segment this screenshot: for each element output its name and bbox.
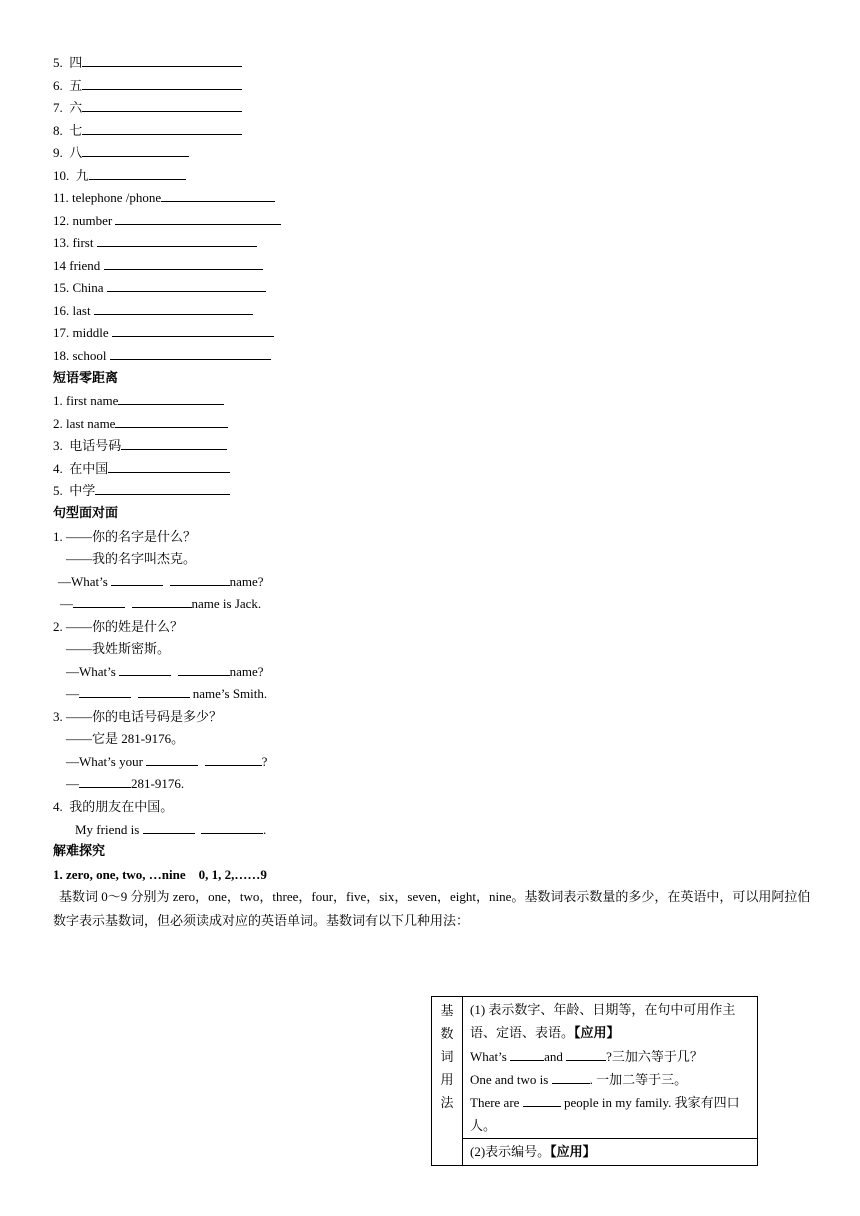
vocab-item: 15. China bbox=[53, 277, 266, 299]
table-row bbox=[432, 1139, 758, 1166]
subheading: 1. zero, one, two, …nine 0, 1, 2,……9 bbox=[53, 867, 267, 882]
answer-blank[interactable] bbox=[566, 1046, 606, 1061]
section-heading: 短语零距离 bbox=[53, 371, 119, 386]
answer-blank[interactable] bbox=[79, 683, 131, 698]
answer-blank[interactable] bbox=[111, 571, 163, 586]
answer-blank[interactable] bbox=[115, 210, 281, 225]
question-prompt: 3. ——你的电话号码是多少？ bbox=[53, 709, 223, 724]
section-heading: 解难探究 bbox=[53, 844, 106, 859]
answer-blank[interactable] bbox=[510, 1046, 544, 1061]
side-label: 基 数 词 用 法 bbox=[432, 997, 463, 1166]
fill-line: — name is Jack. bbox=[60, 593, 261, 615]
phrase-item: 2. last name bbox=[53, 413, 228, 435]
question-prompt: 1. ——你的名字是什么？ bbox=[53, 529, 197, 544]
answer-blank[interactable] bbox=[552, 1069, 590, 1084]
answer-blank[interactable] bbox=[104, 255, 263, 270]
answer-blank[interactable] bbox=[523, 1092, 561, 1107]
fill-line: — name’s Smith. bbox=[66, 683, 267, 705]
vocab-item: 11. telephone /phone bbox=[53, 187, 275, 209]
explanation-paragraph: 基数词 0～9 分别为 zero，one，two，three，four，five，six，seven，eight，nine。基数词表示数量的多少，在英语中，可以用阿拉伯数字表示基数词，但必须读成对应的英语单词。基数词有以下几种用法： bbox=[53, 889, 811, 928]
fill-line: —What’s your ? bbox=[66, 751, 267, 773]
fill-line: —What’s name? bbox=[66, 661, 264, 683]
usage-description: (1) 表示数字、年龄、日期等，在句中可用作主语、定语、表语。【应用】 bbox=[470, 1002, 736, 1041]
answer-blank[interactable] bbox=[121, 435, 227, 450]
usage-cell bbox=[463, 997, 758, 1139]
phrase-item: 3. 电话号码 bbox=[53, 435, 227, 457]
example-line: There are people in my family. 我家有四口人。 bbox=[470, 1091, 750, 1137]
answer-blank[interactable] bbox=[89, 165, 186, 180]
vocab-item: 18. school bbox=[53, 345, 271, 367]
phrase-item: 1. first name bbox=[53, 390, 224, 412]
answer-blank[interactable] bbox=[95, 480, 230, 495]
question-prompt: 4. 我的朋友在中国。 bbox=[53, 799, 174, 814]
phrase-item: 5. 中学 bbox=[53, 480, 230, 502]
answer-blank[interactable] bbox=[143, 819, 195, 834]
answer-blank[interactable] bbox=[82, 120, 242, 135]
answer-blank[interactable] bbox=[79, 773, 131, 788]
vocab-item: 17. middle bbox=[53, 322, 274, 344]
vocab-item: 16. last bbox=[53, 300, 253, 322]
answer-blank[interactable] bbox=[201, 819, 263, 834]
answer-blank[interactable] bbox=[94, 300, 253, 315]
answer-blank[interactable] bbox=[119, 661, 171, 676]
answer-blank[interactable] bbox=[178, 661, 230, 676]
answer-blank[interactable] bbox=[73, 593, 125, 608]
answer-blank[interactable] bbox=[82, 142, 189, 157]
answer-blank[interactable] bbox=[118, 390, 224, 405]
question-prompt: 2. ——你的姓是什么？ bbox=[53, 619, 184, 634]
usage-cell bbox=[463, 1139, 758, 1166]
apply-tag: 【应用】 bbox=[550, 1145, 596, 1160]
answer-blank[interactable] bbox=[205, 751, 262, 766]
fill-line: My friend is . bbox=[75, 819, 266, 841]
vocab-item: 6. 五 bbox=[53, 75, 242, 97]
vocab-item: 10. 九 bbox=[53, 165, 186, 187]
vocab-item: 8. 七 bbox=[53, 120, 242, 142]
question-answer: ——我的名字叫杰克。 bbox=[66, 551, 197, 566]
answer-blank[interactable] bbox=[108, 458, 230, 473]
answer-blank[interactable] bbox=[138, 683, 190, 698]
answer-blank[interactable] bbox=[82, 75, 242, 90]
fill-line: — 281-9176. bbox=[66, 773, 184, 795]
answer-blank[interactable] bbox=[132, 593, 192, 608]
apply-tag: 【应用】 bbox=[574, 1026, 620, 1041]
vocab-item: 14 friend bbox=[53, 255, 263, 277]
answer-blank[interactable] bbox=[107, 277, 266, 292]
answer-blank[interactable] bbox=[110, 345, 271, 360]
answer-blank[interactable] bbox=[112, 322, 274, 337]
vocab-item: 5. 四 bbox=[53, 52, 242, 74]
vocab-item: 13. first bbox=[53, 232, 257, 254]
answer-blank[interactable] bbox=[115, 413, 228, 428]
usage-description: (2)表示编号。【应用】 bbox=[470, 1144, 596, 1160]
answer-blank[interactable] bbox=[97, 232, 257, 247]
answer-blank[interactable] bbox=[82, 52, 242, 67]
phrase-item: 4. 在中国 bbox=[53, 458, 230, 480]
example-line: What’s and ?三加六等于几？ bbox=[470, 1045, 750, 1068]
section-heading: 句型面对面 bbox=[53, 506, 119, 521]
vocab-item: 9. 八 bbox=[53, 142, 189, 164]
vocab-item: 12. number bbox=[53, 210, 281, 232]
usage-table bbox=[431, 996, 758, 1166]
fill-line: —What’s name? bbox=[58, 571, 264, 593]
table-row bbox=[432, 997, 758, 1139]
vocab-item: 7. 六 bbox=[53, 97, 242, 119]
question-answer: ——我姓斯密斯。 bbox=[66, 641, 171, 656]
answer-blank[interactable] bbox=[161, 187, 275, 202]
answer-blank[interactable] bbox=[170, 571, 230, 586]
answer-blank[interactable] bbox=[146, 751, 198, 766]
answer-blank[interactable] bbox=[82, 97, 242, 112]
example-line: One and two is . 一加二等于三。 bbox=[470, 1068, 750, 1091]
question-answer: ——它是 281-9176。 bbox=[66, 731, 185, 746]
